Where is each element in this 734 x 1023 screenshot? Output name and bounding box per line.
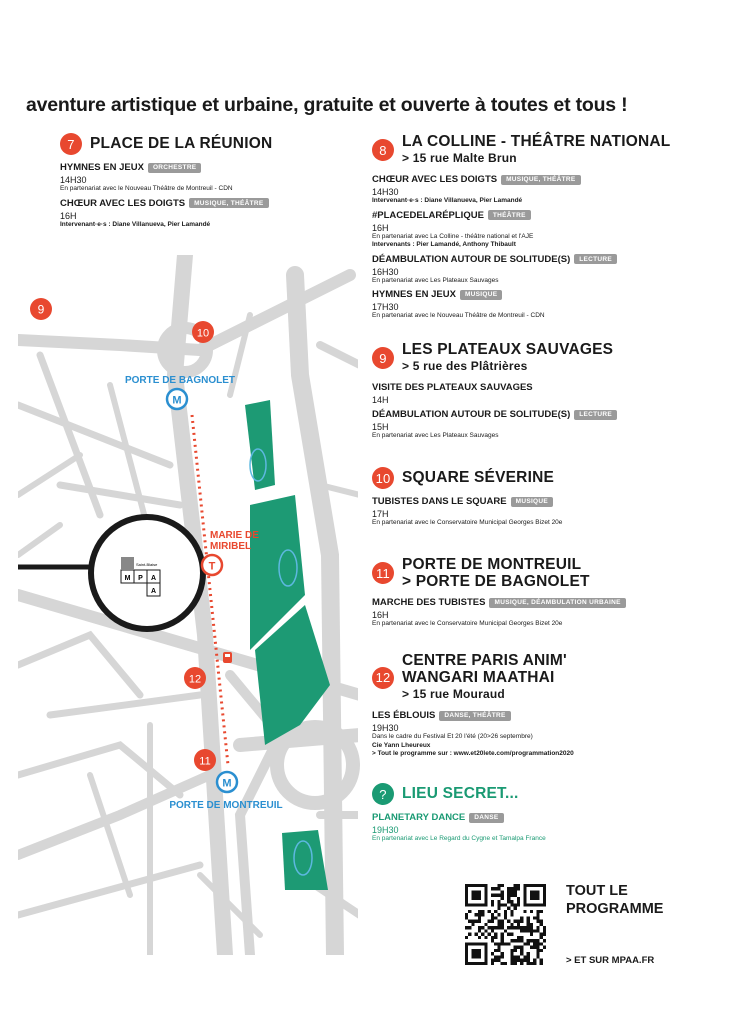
event-tag: MUSIQUE, THÉÂTRE [501, 175, 580, 185]
marker-7: 7 [60, 133, 82, 155]
district-map [0, 255, 360, 955]
event-note: Intervenants : Pier Lamandé, Anthony Thibault [372, 241, 516, 248]
event-note: En partenariat avec le Nouveau Théâtre de Montreuil - CDN [60, 185, 233, 192]
svg-text:12: 12 [188, 673, 202, 686]
porte-bagnolet-label: PORTE DE BAGNOLET [124, 375, 236, 386]
event-note: En partenariat avec Le Regard du Cygne et Tamalpa France [372, 835, 546, 842]
event-tag: DANSE [469, 813, 503, 823]
svg-text:11: 11 [199, 755, 211, 768]
event-name: HYMNES EN JEUX [60, 162, 144, 173]
section-11 [372, 556, 712, 629]
event [372, 254, 712, 286]
marker-11: 11 [372, 562, 394, 584]
event-time: 19H30 [372, 825, 399, 835]
svg-text:M: M [172, 394, 182, 407]
event-note: Cie Yann Lheureux [372, 741, 431, 749]
section-address: > 5 rue des Plâtrières [402, 359, 528, 373]
event-time: 14H30 [60, 175, 87, 185]
program-line: TOUT LE [566, 883, 628, 899]
marker-12: 12 [372, 667, 394, 689]
event-time: 17H30 [372, 302, 399, 312]
event-note: Intervenant·e·s : Diane Villanueva, Pier Lamandé [372, 197, 523, 204]
event-tag: ORCHESTRE [148, 163, 202, 173]
event [60, 198, 350, 230]
mpaa-letter: M [124, 575, 131, 582]
section-title-2: WANGARI MAATHAI [402, 669, 555, 686]
event-name: HYMNES EN JEUX [372, 289, 456, 300]
section-title: PORTE DE MONTREUIL [402, 556, 582, 573]
event-time: 19H30 [372, 723, 399, 733]
event-time: 14H [372, 395, 389, 405]
section-secret [372, 783, 712, 844]
event-note: En partenariat avec Les Plateaux Sauvages [372, 432, 499, 439]
section-address: > 15 rue Malte Brun [402, 151, 517, 165]
event-note: En partenariat avec le Nouveau Théâtre de Montreuil - CDN [372, 312, 545, 319]
section-8 [372, 133, 712, 321]
section-title: CENTRE PARIS ANIM' [402, 652, 567, 669]
section-title: LES PLATEAUX SAUVAGES [402, 341, 614, 358]
section-12 [372, 652, 712, 759]
event-name: PLANETARY DANCE [372, 812, 466, 823]
headline: aventure artistique et urbaine, gratuite et ouverte à toutes et tous ! [26, 94, 628, 116]
mpaa-letter: A [150, 588, 157, 595]
map-marker-11 [194, 749, 216, 771]
svg-text:9: 9 [37, 302, 45, 317]
event-name: CHŒUR AVEC LES DOIGTS [60, 197, 186, 209]
event-name: LES ÉBLOUIS [372, 710, 436, 721]
mairie-label-1: MARIE DE [210, 530, 259, 541]
event-time: 17H [372, 509, 389, 519]
event-tag: DANSE, THÉÂTRE [439, 711, 510, 721]
metro-icon [167, 389, 187, 409]
program-title [566, 882, 663, 918]
tram-icon [202, 555, 222, 575]
event-name: DÉAMBULATION AUTOUR DE SOLITUDE(S) [372, 409, 571, 420]
event-note: En partenariat avec La Colline - théâtre national et l'AJE [372, 232, 534, 240]
event-note: En partenariat avec Les Plateaux Sauvages [372, 276, 499, 284]
event [372, 812, 712, 844]
svg-text:M: M [222, 777, 232, 790]
marker-secret: ? [372, 783, 394, 805]
event [372, 289, 712, 321]
marker-9: 9 [372, 347, 394, 369]
marker-10: 10 [372, 467, 394, 489]
event-time: 16H [372, 610, 389, 620]
event-name: TUBISTES DANS LE SQUARE [372, 496, 507, 507]
section-title: PLACE DE LA RÉUNION [90, 135, 273, 152]
event-time: 16H30 [372, 266, 399, 277]
section-10 [372, 467, 712, 528]
section-7 [60, 133, 350, 229]
bus-icon [223, 652, 232, 663]
mpaa-letter: A [150, 575, 157, 582]
section-title: SQUARE SÉVERINE [402, 469, 555, 486]
section-9 [372, 341, 712, 441]
event [372, 174, 712, 206]
event [372, 409, 712, 441]
event-note: En partenariat avec le Conservatoire Municipal Georges Bizet 20e [372, 519, 563, 526]
event-tag: LECTURE [574, 254, 617, 264]
mpaa-letter: P [138, 575, 143, 582]
mpaa-small: Saint-Blaise [136, 562, 158, 567]
event-name: #PLACEDELARÉPLIQUE [372, 209, 484, 221]
event-note: En partenariat avec le Conservatoire Municipal Georges Bizet 20e [372, 620, 563, 627]
program-link[interactable]: > ET SUR MPAA.FR [566, 955, 655, 966]
metro-icon [217, 772, 237, 792]
program-line: PROGRAMME [566, 901, 664, 917]
event [372, 597, 712, 629]
map-marker-12 [184, 667, 206, 689]
event-tag: THÉÂTRE [488, 210, 531, 220]
mairie-label-2: MIRIBEL [210, 541, 252, 552]
porte-montreuil-label: PORTE DE MONTREUIL [169, 800, 283, 811]
event-time: 15H [372, 422, 389, 432]
event [372, 210, 712, 250]
svg-text:10: 10 [196, 327, 210, 340]
map-marker-9 [30, 298, 52, 320]
map-marker-10 [192, 321, 214, 343]
event-tag: LECTURE [574, 410, 617, 420]
event-tag: MUSIQUE, THÉÂTRE [189, 198, 268, 208]
qr-code[interactable] [465, 884, 546, 965]
event-time: 16H [372, 222, 389, 233]
svg-text:T: T [208, 560, 216, 573]
event-name: MARCHE DES TUBISTES [372, 597, 486, 608]
event-name: VISITE DES PLATEAUX SAUVAGES [372, 382, 533, 393]
event-tag: MUSIQUE [511, 497, 553, 507]
event-note: > Tout le programme sur : www.et20lete.com/programmation2020 [372, 750, 574, 757]
event-note: Intervenant·e·s : Diane Villanueva, Pier Lamandé [60, 220, 211, 228]
event-time: 14H30 [372, 187, 399, 197]
section-address: > 15 rue Mouraud [402, 687, 505, 701]
section-title: LIEU SECRET... [402, 785, 519, 802]
event [372, 710, 712, 759]
event-tag: MUSIQUE, DÉAMBULATION URBAINE [489, 598, 625, 608]
marker-8: 8 [372, 139, 394, 161]
event-name: DÉAMBULATION AUTOUR DE SOLITUDE(S) [372, 253, 571, 265]
event [372, 382, 712, 405]
event [372, 496, 712, 528]
section-title: LA COLLINE - THÉÂTRE NATIONAL [402, 133, 671, 150]
event-tag: MUSIQUE [460, 290, 502, 300]
event-time: 16H [60, 210, 77, 221]
section-title-2: > PORTE DE BAGNOLET [402, 573, 590, 590]
event [60, 162, 350, 194]
event-name: CHŒUR AVEC LES DOIGTS [372, 174, 498, 185]
event-note: Dans le cadre du Festival Et 20 l'été (20>26 septembre) [372, 733, 533, 740]
